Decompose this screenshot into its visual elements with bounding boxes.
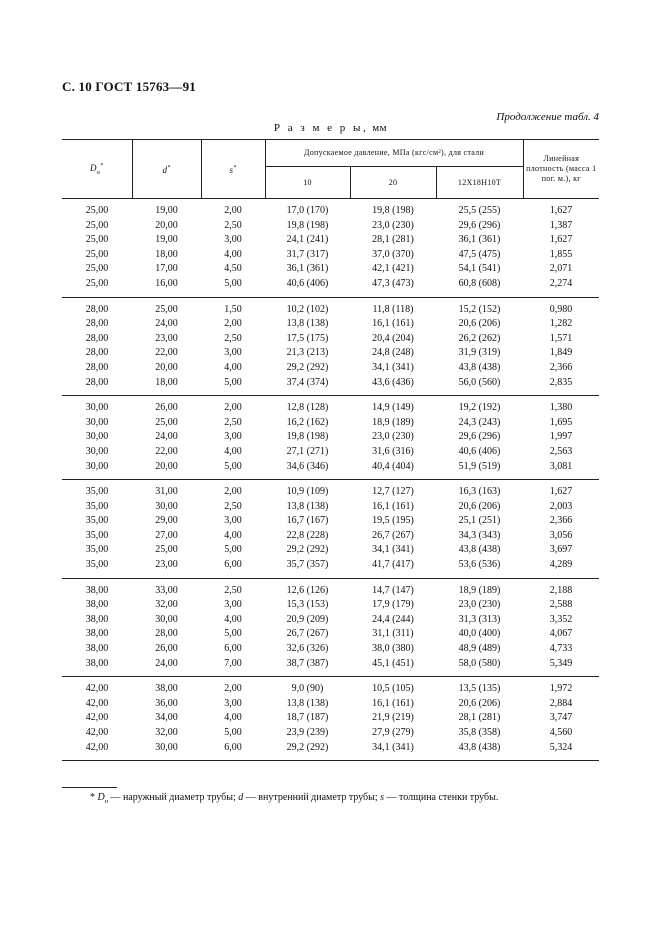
table-cell: 1,50 <box>224 303 242 315</box>
table-body <box>62 199 599 761</box>
table-cell: 35,00 <box>85 500 109 512</box>
table-cell: 28,00 <box>155 628 178 640</box>
table-cell: 28,1 (281) <box>372 234 414 246</box>
table-cell: 13,8 (138) <box>286 500 329 512</box>
table-cell: 13,8 (138) <box>286 697 329 709</box>
table-cell: 25,00 <box>85 263 109 275</box>
caption-text: Р а з м е р ы, <box>273 122 369 134</box>
table-cell: 5,324 <box>523 741 599 761</box>
table-row <box>62 711 599 726</box>
table-cell: 31,7 (317) <box>286 248 329 260</box>
table-cell: 3,352 <box>549 613 573 625</box>
table-cell: 26,00 <box>155 643 178 655</box>
table-row <box>62 543 599 558</box>
table-cell: 40,0 (400) <box>458 628 501 640</box>
table-cell: 56,0 (560) <box>436 376 523 396</box>
table-row <box>62 361 599 376</box>
table-cell: 2,188 <box>549 584 573 596</box>
table-cell: 42,00 <box>62 741 132 761</box>
table-cell: 42,00 <box>85 727 109 738</box>
table-cell: 17,00 <box>155 263 178 275</box>
table-cell: 42,00 <box>85 712 109 724</box>
table-cell: 6,00 <box>224 643 242 655</box>
table-cell: 30,00 <box>155 500 178 512</box>
table-cell: 42,00 <box>85 683 109 695</box>
table-row <box>62 297 599 317</box>
table-cell: 32,00 <box>155 727 178 738</box>
table-cell: 38,00 <box>85 613 109 625</box>
table-cell: 2,884 <box>549 697 573 709</box>
table-cell: 43,8 (438) <box>458 544 501 556</box>
table-cell: 4,733 <box>549 643 573 655</box>
table-cell: 60,8 (608) <box>436 277 523 297</box>
table-cell: 16,1 (161) <box>372 500 414 512</box>
table-cell: 25,5 (255) <box>458 205 501 216</box>
dimensions-table <box>62 139 599 761</box>
table-cell: 1,380 <box>549 402 573 414</box>
table-cell: 35,8 (358) <box>458 727 501 738</box>
table-row <box>62 317 599 332</box>
table-cell: 4,289 <box>523 558 599 578</box>
table-cell: 2,50 <box>224 416 242 428</box>
table-cell: 36,1 (361) <box>286 263 329 275</box>
table-cell: 47,3 (473) <box>350 277 436 297</box>
header-outer-diameter: $D_н^*$ <box>62 140 132 199</box>
table-row <box>62 726 599 741</box>
table-cell: 38,00 <box>85 599 109 611</box>
table-row <box>62 578 599 598</box>
table-cell: 41,7 (417) <box>350 558 436 578</box>
table-cell: 38,00 <box>62 657 132 677</box>
table-cell: 35,00 <box>85 486 109 498</box>
table-cell: 25,00 <box>85 205 109 216</box>
table-cell: 35,00 <box>85 515 109 527</box>
table-cell: 19,8 (198) <box>372 205 414 216</box>
table-cell: 23,0 (230) <box>372 219 414 231</box>
table-cell: 2,003 <box>549 500 573 512</box>
table-cell: 2,563 <box>549 445 573 457</box>
table-cell: 54,1 (541) <box>458 263 501 275</box>
table-cell: 19,00 <box>155 234 178 246</box>
table-cell: 26,7 (267) <box>286 628 329 640</box>
table-cell: 18,9 (189) <box>372 416 414 428</box>
table-cell: 20,00 <box>155 219 178 231</box>
table-row <box>62 741 599 761</box>
table-cell: 2,274 <box>523 277 599 297</box>
table-cell: 30,00 <box>62 460 132 480</box>
table-cell: 27,9 (279) <box>372 727 414 738</box>
table-cell: 20,6 (206) <box>458 500 501 512</box>
table-row <box>62 262 599 277</box>
table-cell: 51,9 (519) <box>436 460 523 480</box>
table-cell: 13,8 (138) <box>286 318 329 330</box>
table-cell: 5,00 <box>224 727 242 738</box>
table-cell: 4,50 <box>224 263 242 275</box>
table-cell: 3,00 <box>224 515 242 527</box>
table-row <box>62 277 599 297</box>
table-cell: 35,7 (357) <box>265 558 350 578</box>
table-cell: 20,6 (206) <box>458 318 501 330</box>
table-cell: 18,9 (189) <box>458 584 501 596</box>
table-cell: 22,8 (228) <box>286 529 329 541</box>
table-cell: 40,6 (406) <box>458 445 501 457</box>
table-cell: 23,9 (239) <box>286 727 329 738</box>
table-cell: 3,00 <box>224 347 242 359</box>
table-cell: 32,6 (326) <box>286 643 329 655</box>
table-cell: 1,387 <box>549 219 573 231</box>
table-cell: 33,00 <box>155 584 178 596</box>
table-row <box>62 613 599 628</box>
table-row <box>62 233 599 248</box>
table-cell: 28,00 <box>85 303 109 315</box>
table-cell: 19,8 (198) <box>286 431 329 443</box>
table-cell: 5,00 <box>201 460 265 480</box>
table-cell: 28,00 <box>85 332 109 344</box>
table-cell: 4,560 <box>549 727 573 738</box>
table-row <box>62 500 599 515</box>
table-cell: 1,972 <box>549 683 573 695</box>
table-cell: 3,00 <box>224 697 242 709</box>
table-cell: 2,00 <box>224 683 242 695</box>
table-cell: 12,6 (126) <box>286 584 329 596</box>
table-cell: 38,7 (387) <box>265 657 350 677</box>
table-cell: 10,9 (109) <box>286 486 329 498</box>
table-cell: 19,00 <box>155 205 178 216</box>
table-row <box>62 445 599 460</box>
table-cell: 21,3 (213) <box>286 347 329 359</box>
table-cell: 2,00 <box>224 486 242 498</box>
table-cell: 0,980 <box>549 303 573 315</box>
table-cell: 47,5 (475) <box>458 248 501 260</box>
table-cell: 29,2 (292) <box>265 741 350 761</box>
table-cell: 20,4 (204) <box>372 332 414 344</box>
table-cell: 1,571 <box>549 332 573 344</box>
table-cell: 12,7 (127) <box>372 486 414 498</box>
table-cell: 16,1 (161) <box>372 318 414 330</box>
table-cell: 20,00 <box>155 361 178 373</box>
table-cell: 36,00 <box>155 697 178 709</box>
table-cell: 23,00 <box>132 558 201 578</box>
table-cell: 1,282 <box>549 318 573 330</box>
table-row <box>62 697 599 712</box>
table-cell: 12,8 (128) <box>286 402 329 414</box>
table-cell: 40,4 (404) <box>350 460 436 480</box>
table-cell: 38,00 <box>85 643 109 655</box>
table-cell: 25,00 <box>85 219 109 231</box>
table-row <box>62 376 599 396</box>
table-cell: 6,00 <box>201 558 265 578</box>
table-cell: 1,627 <box>549 486 573 498</box>
header-steel-20: 20 <box>350 167 436 199</box>
table-row <box>62 642 599 657</box>
table-cell: 22,00 <box>155 347 178 359</box>
table-cell: 43,8 (438) <box>458 361 501 373</box>
table-cell: 31,1 (311) <box>372 628 414 640</box>
table-cell: 28,00 <box>85 347 109 359</box>
table-cell: 16,00 <box>132 277 201 297</box>
table-cell: 24,00 <box>132 657 201 677</box>
table-cell: 2,366 <box>549 515 573 527</box>
table-cell: 58,0 (580) <box>436 657 523 677</box>
table-row <box>62 627 599 642</box>
table-cell: 1,849 <box>549 347 573 359</box>
table-cell: 10,5 (105) <box>372 683 414 695</box>
table-cell: 2,00 <box>224 205 242 216</box>
table-cell: 5,00 <box>201 277 265 297</box>
table-row <box>62 480 599 500</box>
table-cell: 43,8 (438) <box>436 741 523 761</box>
table-cell: 29,6 (296) <box>458 219 501 231</box>
table-cell: 15,2 (152) <box>458 303 501 315</box>
table-cell: 4,00 <box>224 248 242 260</box>
table-row <box>62 514 599 529</box>
table-cell: 24,00 <box>155 431 178 443</box>
table-cell: 2,00 <box>224 318 242 330</box>
table-cell: 25,00 <box>85 248 109 260</box>
table-row <box>62 248 599 263</box>
table-cell: 24,8 (248) <box>372 347 414 359</box>
table-cell: 53,6 (536) <box>436 558 523 578</box>
table-cell: 22,00 <box>155 445 178 457</box>
table-cell: 20,00 <box>132 460 201 480</box>
table-cell: 37,0 (370) <box>372 248 414 260</box>
table-cell: 34,1 (341) <box>350 741 436 761</box>
table-cell: 1,997 <box>549 431 573 443</box>
table-cell: 28,1 (281) <box>458 712 501 724</box>
table-cell: 17,5 (175) <box>286 332 329 344</box>
table-cell: 2,366 <box>549 361 573 373</box>
table-cell: 20,9 (209) <box>286 613 329 625</box>
table-cell: 4,00 <box>224 613 242 625</box>
table-cell: 34,1 (341) <box>372 544 414 556</box>
table-cell: 5,349 <box>523 657 599 677</box>
table-cell: 26,2 (262) <box>458 332 501 344</box>
table-cell: 28,00 <box>62 376 132 396</box>
table-cell: 36,1 (361) <box>458 234 501 246</box>
table-cell: 38,00 <box>85 584 109 596</box>
table-cell: 2,50 <box>224 584 242 596</box>
table-cell: 1,855 <box>549 248 573 260</box>
table-cell: 3,056 <box>549 529 573 541</box>
table-cell: 2,50 <box>224 500 242 512</box>
table-cell: 23,0 (230) <box>372 431 414 443</box>
table-cell: 32,00 <box>155 599 178 611</box>
table-cell: 19,5 (195) <box>372 515 414 527</box>
table-cell: 5,00 <box>224 544 242 556</box>
table-cell: 45,1 (451) <box>350 657 436 677</box>
table-cell: 35,00 <box>85 544 109 556</box>
table-cell: 1,627 <box>549 234 573 246</box>
table-cell: 2,588 <box>549 599 573 611</box>
table-cell: 18,00 <box>155 248 178 260</box>
table-cell: 5,00 <box>224 628 242 640</box>
table-cell: 30,00 <box>85 431 109 443</box>
table-cell: 16,3 (163) <box>458 486 501 498</box>
table-row <box>62 598 599 613</box>
table-cell: 31,6 (316) <box>372 445 414 457</box>
table-cell: 6,00 <box>201 741 265 761</box>
table-cell: 30,00 <box>155 613 178 625</box>
table-cell: 1,627 <box>549 205 573 216</box>
table-cell: 25,00 <box>155 416 178 428</box>
table-cell: 24,3 (243) <box>458 416 501 428</box>
table-cell: 30,00 <box>85 445 109 457</box>
table-cell: 4,00 <box>224 445 242 457</box>
table-row <box>62 657 599 677</box>
table-cell: 35,00 <box>85 529 109 541</box>
table-cell: 29,00 <box>155 515 178 527</box>
table-cell: 21,9 (219) <box>372 712 414 724</box>
table-cell: 27,1 (271) <box>286 445 329 457</box>
table-cell: 25,00 <box>155 303 178 315</box>
page-title: С. 10 ГОСТ 15763—91 <box>62 79 196 94</box>
table-cell: 29,2 (292) <box>286 544 329 556</box>
table-cell: 37,4 (374) <box>265 376 350 396</box>
table-cell: 27,00 <box>155 529 178 541</box>
table-cell: 23,0 (230) <box>458 599 501 611</box>
table-cell: 16,1 (161) <box>372 697 414 709</box>
table-cell: 5,00 <box>201 376 265 396</box>
table-cell: 2,50 <box>224 219 242 231</box>
table-cell: 4,00 <box>224 361 242 373</box>
table-row <box>62 529 599 544</box>
table-cell: 14,7 (147) <box>372 584 414 596</box>
table-cell: 20,6 (206) <box>458 697 501 709</box>
table-cell: 10,2 (102) <box>286 303 329 315</box>
table-cell: 4,00 <box>224 712 242 724</box>
table-cell: 3,00 <box>224 599 242 611</box>
table-cell: 2,835 <box>523 376 599 396</box>
table-cell: 35,00 <box>62 558 132 578</box>
table-cell: 30,00 <box>85 402 109 414</box>
table-cell: 31,3 (313) <box>458 613 501 625</box>
caption-unit: мм <box>372 122 388 134</box>
table-cell: 3,081 <box>523 460 599 480</box>
table-cell: 2,00 <box>224 402 242 414</box>
table-cell: 24,00 <box>155 318 178 330</box>
table-cell: 42,00 <box>85 697 109 709</box>
table-cell: 3,00 <box>224 234 242 246</box>
table-cell: 40,6 (406) <box>265 277 350 297</box>
table-cell: 34,00 <box>155 712 178 724</box>
table-row <box>62 558 599 578</box>
table-cell: 16,7 (167) <box>286 515 329 527</box>
footnote: * $D_н$ — наружный диаметр трубы; d — внутренний диаметр трубы; s — толщина стенки трубы. <box>90 792 499 805</box>
table-row <box>62 346 599 361</box>
table-row <box>62 460 599 480</box>
table-cell: 2,50 <box>224 332 242 344</box>
table-cell: 38,0 (380) <box>372 643 414 655</box>
table-cell: 7,00 <box>201 657 265 677</box>
table-cell: 15,3 (153) <box>286 599 329 611</box>
table-continuation-label: Продолжение табл. 4 <box>496 111 599 123</box>
table-cell: 29,6 (296) <box>458 431 501 443</box>
table-cell: 34,6 (346) <box>265 460 350 480</box>
table-cell: 28,00 <box>85 361 109 373</box>
table-cell: 17,9 (179) <box>372 599 414 611</box>
table-cell: 4,00 <box>224 529 242 541</box>
table-cell: 38,00 <box>85 628 109 640</box>
table-cell: 29,2 (292) <box>286 361 329 373</box>
header-linear-density: Линейная плотность (масса 1 пог. м.), кг <box>523 140 599 199</box>
table-row <box>62 332 599 347</box>
header-steel-12x18n10t: 12Х18Н10Т <box>436 167 523 199</box>
table-cell: 18,00 <box>132 376 201 396</box>
table-cell: 34,3 (343) <box>458 529 501 541</box>
table-cell: 11,8 (118) <box>372 303 414 315</box>
table-cell: 3,747 <box>549 712 573 724</box>
table-cell: 24,4 (244) <box>372 613 414 625</box>
table-cell: 34,1 (341) <box>372 361 414 373</box>
table-cell: 43,6 (436) <box>350 376 436 396</box>
header-steel-10: 10 <box>265 167 350 199</box>
header-inner-diameter: d* <box>132 140 201 199</box>
table-cell: 16,2 (162) <box>286 416 329 428</box>
table-cell: 9,0 (90) <box>291 683 324 695</box>
table-cell: 26,7 (267) <box>372 529 414 541</box>
table-cell: 24,1 (241) <box>286 234 329 246</box>
table-row <box>62 396 599 416</box>
table-cell: 3,00 <box>224 431 242 443</box>
table-cell: 38,00 <box>155 683 178 695</box>
table-cell: 23,00 <box>155 332 178 344</box>
table-caption <box>62 122 599 134</box>
table-cell: 3,697 <box>549 544 573 556</box>
table-row <box>62 677 599 697</box>
table-cell: 25,00 <box>85 234 109 246</box>
table-cell: 28,00 <box>85 318 109 330</box>
table-cell: 17,0 (170) <box>286 205 329 216</box>
table-cell: 31,9 (319) <box>458 347 501 359</box>
table-cell: 14,9 (149) <box>372 402 414 414</box>
table-cell: 42,1 (421) <box>372 263 414 275</box>
table-row <box>62 416 599 431</box>
table-cell: 4,067 <box>549 628 573 640</box>
header-allowable-pressure: Допускаемое давление, МПа (кгс/см²), для стали <box>265 140 523 167</box>
table-cell: 19,2 (192) <box>458 402 501 414</box>
table-row <box>62 199 599 219</box>
table-cell: 25,1 (251) <box>458 515 501 527</box>
table-cell: 26,00 <box>155 402 178 414</box>
table-cell: 2,071 <box>549 263 573 275</box>
table-row <box>62 219 599 234</box>
table-cell: 30,00 <box>85 416 109 428</box>
table-cell: 19,8 (198) <box>286 219 329 231</box>
table-cell: 18,7 (187) <box>286 712 329 724</box>
table-cell: 25,00 <box>155 544 178 556</box>
footnote-divider <box>62 787 117 788</box>
header-wall-thickness: s* <box>201 140 265 199</box>
table-cell: 30,00 <box>132 741 201 761</box>
table-cell: 25,00 <box>62 277 132 297</box>
table-row <box>62 430 599 445</box>
table-cell: 13,5 (135) <box>458 683 501 695</box>
table-cell: 1,695 <box>549 416 573 428</box>
table-cell: 31,00 <box>155 486 178 498</box>
table-cell: 48,9 (489) <box>458 643 501 655</box>
